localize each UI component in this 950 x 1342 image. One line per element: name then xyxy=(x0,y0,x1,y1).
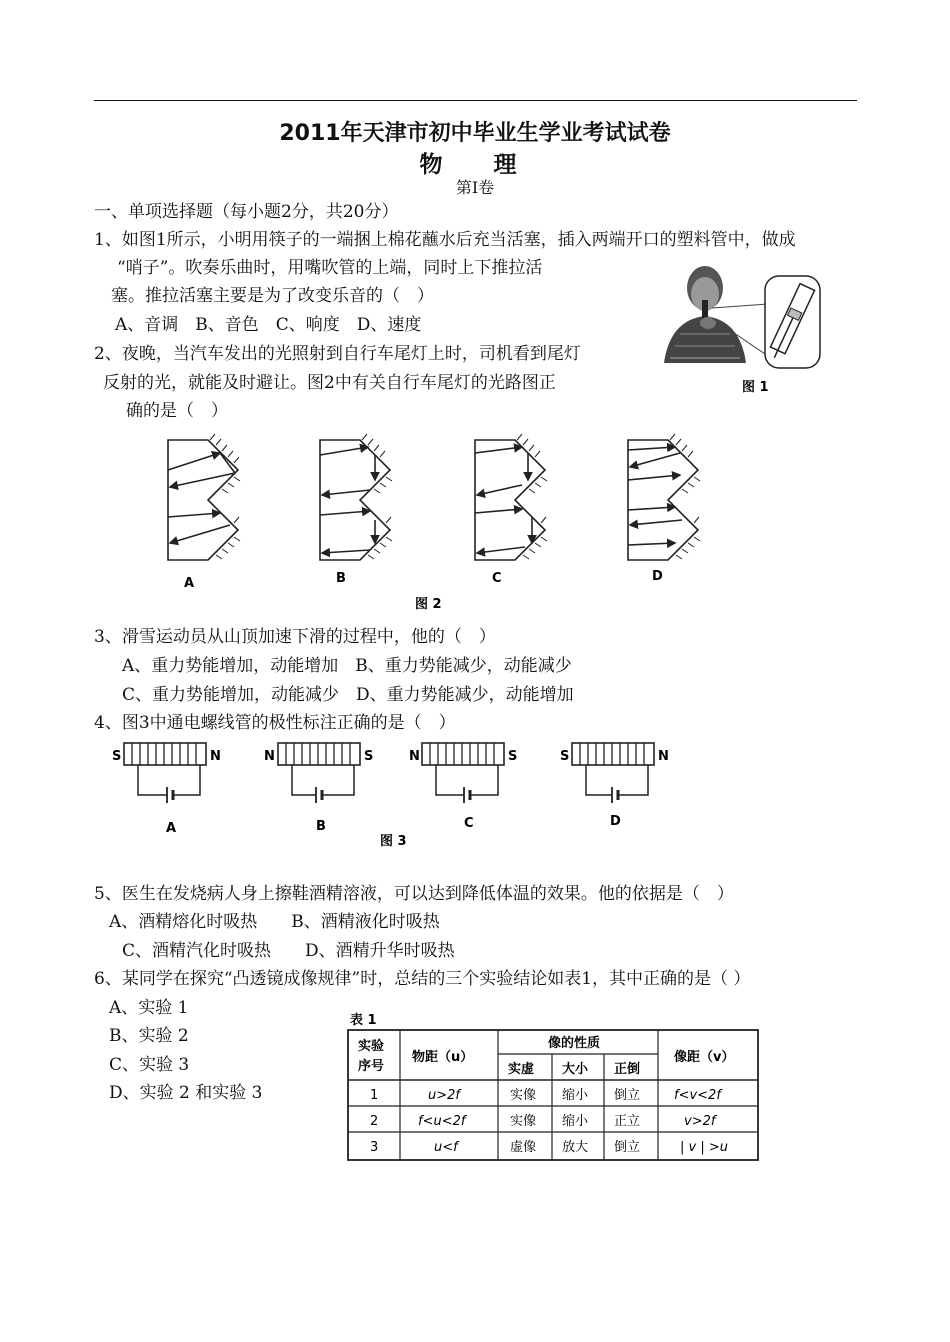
table-r2-orient: 正立 xyxy=(614,1114,641,1129)
table-r3-seq: 3 xyxy=(370,1140,379,1155)
table-r2-v: v>2f xyxy=(684,1114,716,1129)
q6-stem: 6、某同学在探究“凸透镜成像规律”时，总结的三个实验结论如表1，其中正确的是（ ） xyxy=(94,969,751,989)
q5-options-row1: A、酒精熔化时吸热 B、酒精液化时吸热 xyxy=(109,912,440,932)
coil-d-label: D xyxy=(610,814,621,829)
coil-b-left-pole: N xyxy=(264,749,275,764)
coil-a-right-pole: N xyxy=(210,749,221,764)
table-r3-orient: 倒立 xyxy=(614,1140,641,1155)
section-heading: 一、单项选择题（每小题2分，共20分） xyxy=(94,202,399,222)
q1-options: A、音调 B、音色 C、响度 D、速度 xyxy=(115,315,422,335)
table-h-seq-2: 序号 xyxy=(358,1059,385,1074)
q1-line3: 塞。推拉活塞主要是为了改变乐音的（ ） xyxy=(111,286,434,306)
coil-d-right-pole: N xyxy=(658,749,669,764)
table-r2-real: 实像 xyxy=(510,1114,537,1129)
reflector-b xyxy=(320,440,390,560)
table-r1-seq: 1 xyxy=(370,1088,379,1103)
reflector-c xyxy=(475,440,545,560)
figure-2-label-d: D xyxy=(652,569,663,584)
coil-c-right-pole: S xyxy=(508,749,518,764)
coil-b-right-pole: S xyxy=(364,749,374,764)
table-r3-size: 放大 xyxy=(562,1140,589,1155)
solenoid-c xyxy=(422,743,504,803)
table-r3-real: 虚像 xyxy=(510,1140,537,1155)
table-r2-size: 缩小 xyxy=(562,1114,589,1129)
coil-a-label: A xyxy=(166,821,177,836)
coil-a-left-pole: S xyxy=(112,749,122,764)
table-1-caption: 表 1 xyxy=(350,1013,377,1028)
q4-stem: 4、图3中通电螺线管的极性标注正确的是（ ） xyxy=(94,713,456,733)
table-h-u: 物距（u） xyxy=(412,1050,474,1065)
q1-line1: 1、如图1所示，小明用筷子的一端捆上棉花蘸水后充当活塞，插入两端开口的塑料管中，做成 xyxy=(94,230,796,250)
table-h-orient: 正倒 xyxy=(614,1062,641,1077)
table-r1-v: f<v<2f xyxy=(674,1088,721,1103)
solenoid-b xyxy=(278,743,360,803)
q2-line1: 2、夜晚，当汽车发出的光照射到自行车尾灯上时，司机看到尾灯 xyxy=(94,344,581,364)
solenoid-d xyxy=(572,743,654,803)
table-r2-u: f<u<2f xyxy=(418,1114,466,1129)
figure-2-caption: 图 2 xyxy=(415,597,442,612)
coil-d-left-pole: S xyxy=(560,749,570,764)
q6-option-d: D、实验 2 和实验 3 xyxy=(109,1083,263,1103)
figure-1-caption: 图 1 xyxy=(742,380,769,395)
coil-c-label: C xyxy=(464,816,474,831)
q2-line3: 确的是（ ） xyxy=(126,401,228,421)
figure-3-caption: 图 3 xyxy=(380,834,407,849)
figure-1-image xyxy=(650,258,825,398)
solenoid-a xyxy=(124,743,206,803)
figure-3-solenoids xyxy=(100,735,690,855)
q5-options-row2: C、酒精汽化时吸热 D、酒精升华时吸热 xyxy=(122,941,455,961)
table-h-size: 大小 xyxy=(562,1062,589,1077)
q6-option-b: B、实验 2 xyxy=(109,1026,189,1046)
table-r3-v: | v | >u xyxy=(680,1140,728,1155)
table-h-v: 像距（v） xyxy=(674,1050,735,1065)
table-r1-size: 缩小 xyxy=(562,1088,589,1103)
table-h-nature: 像的性质 xyxy=(548,1036,601,1051)
figure-2-label-b: B xyxy=(336,571,346,586)
table-h-real: 实虚 xyxy=(508,1062,535,1077)
table-r1-u: u>2f xyxy=(428,1088,460,1103)
q6-option-a: A、实验 1 xyxy=(109,998,189,1018)
q6-option-c: C、实验 3 xyxy=(109,1055,190,1075)
q3-options-row2: C、重力势能增加，动能减少 D、重力势能减少，动能增加 xyxy=(122,685,574,705)
table-r1-real: 实像 xyxy=(510,1088,537,1103)
q2-line2: 反射的光，就能及时避让。图2中有关自行车尾灯的光路图正 xyxy=(103,373,556,393)
table-r3-u: u<f xyxy=(434,1140,458,1155)
table-r2-seq: 2 xyxy=(370,1114,379,1129)
top-rule xyxy=(94,100,857,101)
figure-2-label-c: C xyxy=(492,571,502,586)
table-r1-orient: 倒立 xyxy=(614,1088,641,1103)
table-1 xyxy=(340,1010,770,1165)
table-h-seq-1: 实验 xyxy=(358,1039,385,1054)
subject-title: 物 理 xyxy=(419,152,531,178)
coil-b-label: B xyxy=(316,819,326,834)
q3-stem: 3、滑雪运动员从山顶加速下滑的过程中，他的（ ） xyxy=(94,627,496,647)
page-title: 2011年天津市初中毕业生学业考试试卷 xyxy=(279,121,671,146)
figure-2-label-a: A xyxy=(184,576,195,591)
q3-options-row1: A、重力势能增加，动能增加 B、重力势能减少，动能减少 xyxy=(122,656,572,676)
volume-label: 第I卷 xyxy=(455,178,495,197)
figure-2-light-paths xyxy=(150,425,730,615)
coil-c-left-pole: N xyxy=(409,749,420,764)
q5-stem: 5、医生在发烧病人身上擦鞋酒精溶液，可以达到降低体温的效果。他的依据是（ ） xyxy=(94,884,734,904)
q1-line2: “哨子”。吹奏乐曲时，用嘴吹管的上端，同时上下推拉活 xyxy=(117,258,543,278)
